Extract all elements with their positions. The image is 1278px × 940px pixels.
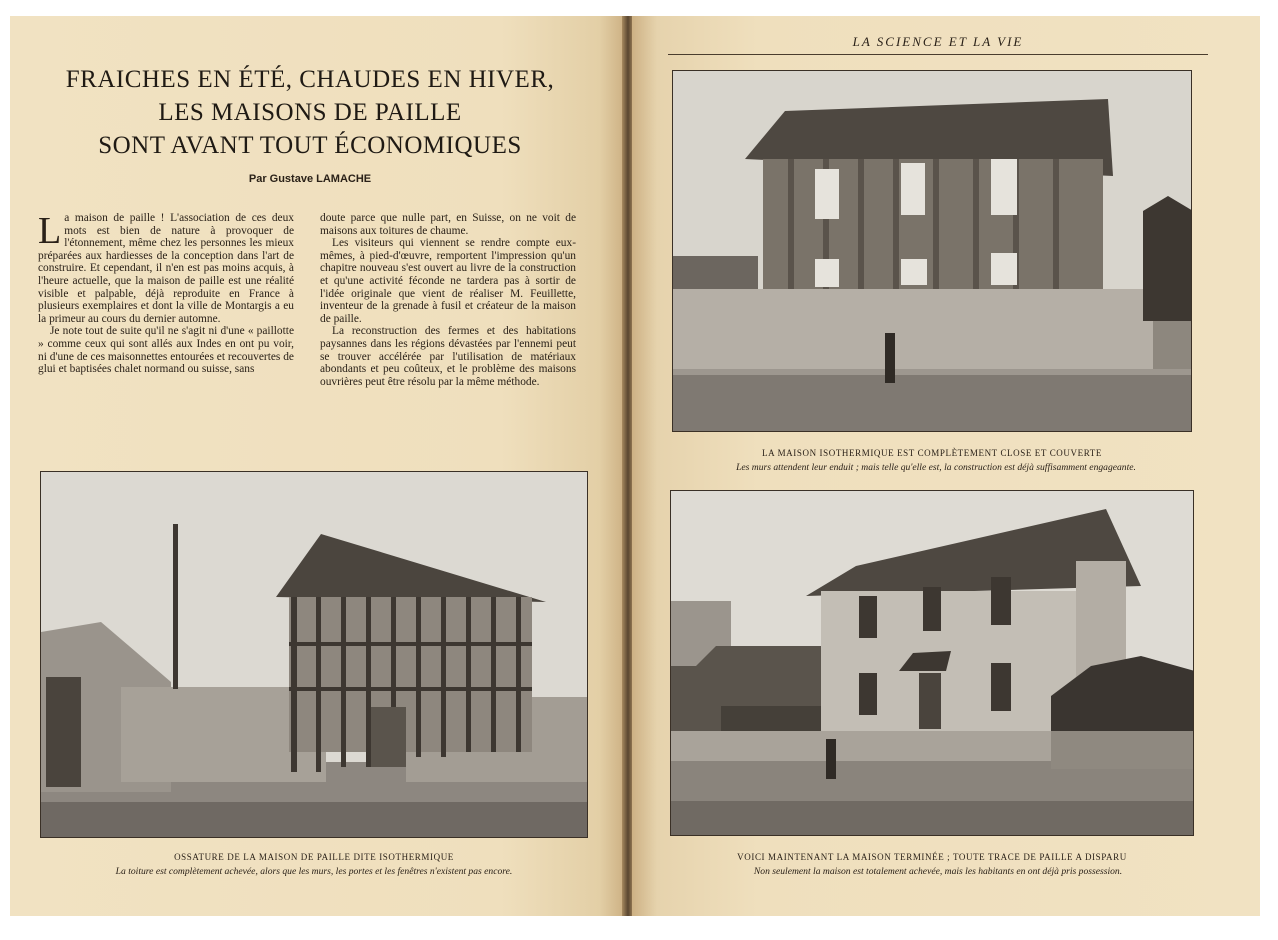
photo-caption-title: OSSATURE DE LA MAISON DE PAILLE DITE ISOTHERMIQUE <box>174 852 454 862</box>
photo1-caption-text: Les murs attendent leur enduit ; mais telle qu'elle est, la construction est déjà suffisamment engageante. <box>736 462 1136 473</box>
article-title-line-3: SONT AVANT TOUT ÉCONOMIQUES <box>98 132 522 159</box>
article-title-line-2: LES MAISONS DE PAILLE <box>158 99 462 126</box>
column1-paragraph-1-text: a maison de paille ! L'association de ces deux mots est bien de nature à provoquer de l'étonnement, même chez les personnes les mieux préparées aux hardiesses de la conception dans l'art de construire. Et cependant, il n'en est pas moins acquis, à l'heure actuelle, que la maison de paille est une réalité visible et palpable, déjà reproduite en France à plusieurs exemplaires et dont la ville de Montargis a eu la primeur au cours du dernier automne. <box>38 212 294 325</box>
column2-paragraph-2: Les visiteurs qui viennent se rendre compte eux-mêmes, à pied-d'œuvre, remportent l'impression qu'un chapitre nouveau s'est ouvert au livre de la construction et qu'une activité féconde ne tardera pas à sortir de l'idée originale que vient de réaliser M. Feuillette, inventeur de la grenade à fusil et créateur de la maison de paille. <box>320 237 576 325</box>
drop-cap: L <box>38 210 62 252</box>
right-page <box>632 16 1260 916</box>
photo-house-frame <box>40 471 588 838</box>
column2-paragraph-3: La reconstruction des fermes et des habitations paysannes dans les régions dévastées par l'ennemi peut se trouver accélérée par l'utilisation de matériaux abondants et peu coûteux, et le problème des maisons ouvrières peut être résolu par la même méthode. <box>320 325 576 388</box>
article-title-line-1: FRAICHES EN ÉTÉ, CHAUDES EN HIVER, <box>65 66 555 93</box>
magazine-spread <box>10 16 1260 916</box>
photo2-caption-text: Non seulement la maison est totalement achevée, mais les habitants en ont déjà pris possession. <box>753 866 1123 877</box>
column1-paragraph-2: Je note tout de suite qu'il ne s'agit ni d'une « paillotte » comme ceux qui sont allés aux Indes en ont pu voir, ni d'une de ces maisonnettes entourées et recouvertes de glui et baptisées chalet normand ou suisse, sans <box>38 325 294 376</box>
photo-house-closed <box>672 70 1192 432</box>
column1-paragraph-1 <box>38 212 294 325</box>
left-page <box>10 16 624 916</box>
running-head: LA SCIENCE ET LA VIE <box>668 34 1208 55</box>
photo-house-finished <box>670 490 1194 836</box>
article-byline: Par Gustave LAMACHE <box>248 173 372 185</box>
text-column-2 <box>320 212 576 388</box>
column2-paragraph-1: doute parce que nulle part, en Suisse, on ne voit de maisons aux toitures de chaume. <box>320 212 576 237</box>
text-column-1 <box>38 212 294 376</box>
photo1-caption-title: LA MAISON ISOTHERMIQUE EST COMPLÈTEMENT CLOSE ET COUVERTE <box>762 448 1102 458</box>
photo2-caption-title: VOICI MAINTENANT LA MAISON TERMINÉE ; TOUTE TRACE DE PAILLE A DISPARU <box>737 852 1127 862</box>
photo-caption-text: La toiture est complètement achevée, alors que les murs, les portes et les fenêtres n'existent pas encore. <box>115 866 513 877</box>
